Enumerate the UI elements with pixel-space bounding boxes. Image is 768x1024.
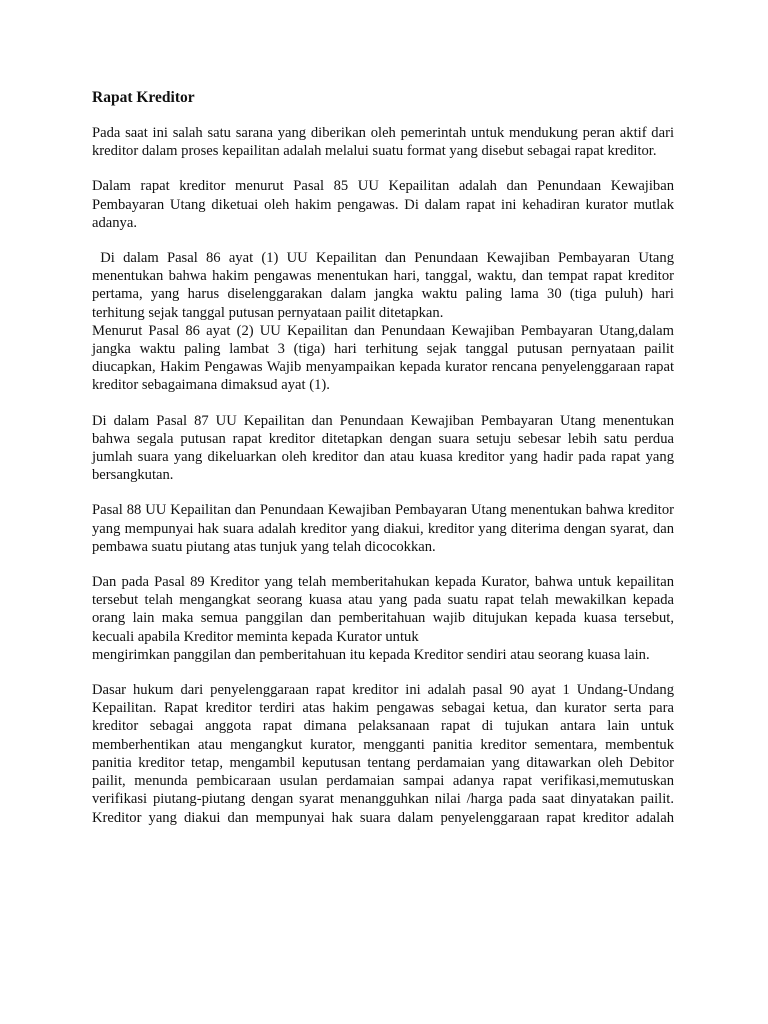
paragraph-pasal-88: Pasal 88 UU Kepailitan dan Penundaan Kewajiban Pembayaran Utang menentukan bahwa kreditor yang mempunyai hak suara adalah kreditor yang diakui, kreditor yang diterima dengan syarat, dan pembawa suatu piutang atas tunjuk yang telah dicocokkan.	[92, 502, 674, 555]
paragraph-pasal-87: Di dalam Pasal 87 UU Kepailitan dan Penundaan Kewajiban Pembayaran Utang menentukan bahwa segala putusan rapat kreditor ditetapkan dengan suara setuju sebesar lebih satu perdua jumlah suara yang dikeluarkan oleh kreditor dan atau kuasa kreditor yang hadir pada rapat yang bersangkutan.	[92, 412, 674, 484]
paragraph-pasal-85: Dalam rapat kreditor menurut Pasal 85 UU Kepailitan adalah dan Penundaan Kewajiban Pembayaran Utang diketuai oleh hakim pengawas. Di dalam rapat ini kehadiran kurator mutlak adanya.	[92, 178, 674, 231]
paragraph-pasal-89: Dan pada Pasal 89 Kreditor yang telah memberitahukan kepada Kurator, bahwa untuk kepailitan tersebut telah mengangkat seorang kuasa atau yang pada suatu rapat telah mewakilkan kepada orang lain maka semua panggilan dan pemberitahuan wajib ditujukan kepada kuasa tersebut, kecuali apabila Kreditor meminta kepada Kurator untuk	[92, 574, 674, 645]
document-title: Rapat Kreditor	[92, 89, 195, 106]
paragraph-pasal-90: Dasar hukum dari penyelenggaraan rapat kreditor ini adalah pasal 90 ayat 1 Undang-Undang Kepailitan. Rapat kreditor terdiri atas hakim pengawas sebagai ketua, dan kurator serta para kreditor sebagai anggota rapat dimana pelaksanaan rapat di tujukan antara lain untuk memberhentikan atau mengangkut kurator, mengganti panitia kreditor sementara, membentuk panitia kreditor tetap, mengambil keputusan tentang perdamaian yang ditawarkan oleh Debitor pailit, menunda pembicaraan usulan perdamaian sampai adanya rapat verifikasi,memutuskan verifikasi piutang-piutang dengan syarat menangguhkan nilai /harga pada saat dinyatakan pailit. Kreditor yang diakui dan mempunyai hak suara dalam penyelenggaraan rapat kreditor adalah	[92, 682, 674, 826]
paragraph-pasal-86-ayat-2: Menurut Pasal 86 ayat (2) UU Kepailitan dan Penundaan Kewajiban Pembayaran Utang,dalam jangka waktu paling lambat 3 (tiga) hari terhitung sejak tanggal putusan pernyataan pailit diucapkan, Hakim Pengawas Wajib menyampaikan kepada kurator rencana penyelenggaraan rapat kreditor sebagaimana dimaksud ayat (1).	[92, 322, 674, 394]
document-page	[92, 88, 674, 844]
paragraph-intro: Pada saat ini salah satu sarana yang diberikan oleh pemerintah untuk mendukung peran aktif dari kreditor dalam proses kepailitan adalah melalui suatu format yang disebut sebagai rapat kreditor.	[92, 125, 674, 160]
paragraph-pasal-86-ayat-1: Di dalam Pasal 86 ayat (1) UU Kepailitan dan Penundaan Kewajiban Pembayaran Utang menentukan bahwa hakim pengawas menentukan hari, tanggal, waktu, dan tempat rapat kreditor pertama, yang harus diselenggarakan dalam jangka waktu paling lama 30 (tiga puluh) hari terhitung sejak tanggal putusan pernyataan pailit ditetapkan.	[92, 250, 674, 321]
paragraph-pasal-89-continued: mengirimkan panggilan dan pemberitahuan itu kepada Kreditor sendiri atau seorang kuasa lain.	[92, 646, 650, 663]
